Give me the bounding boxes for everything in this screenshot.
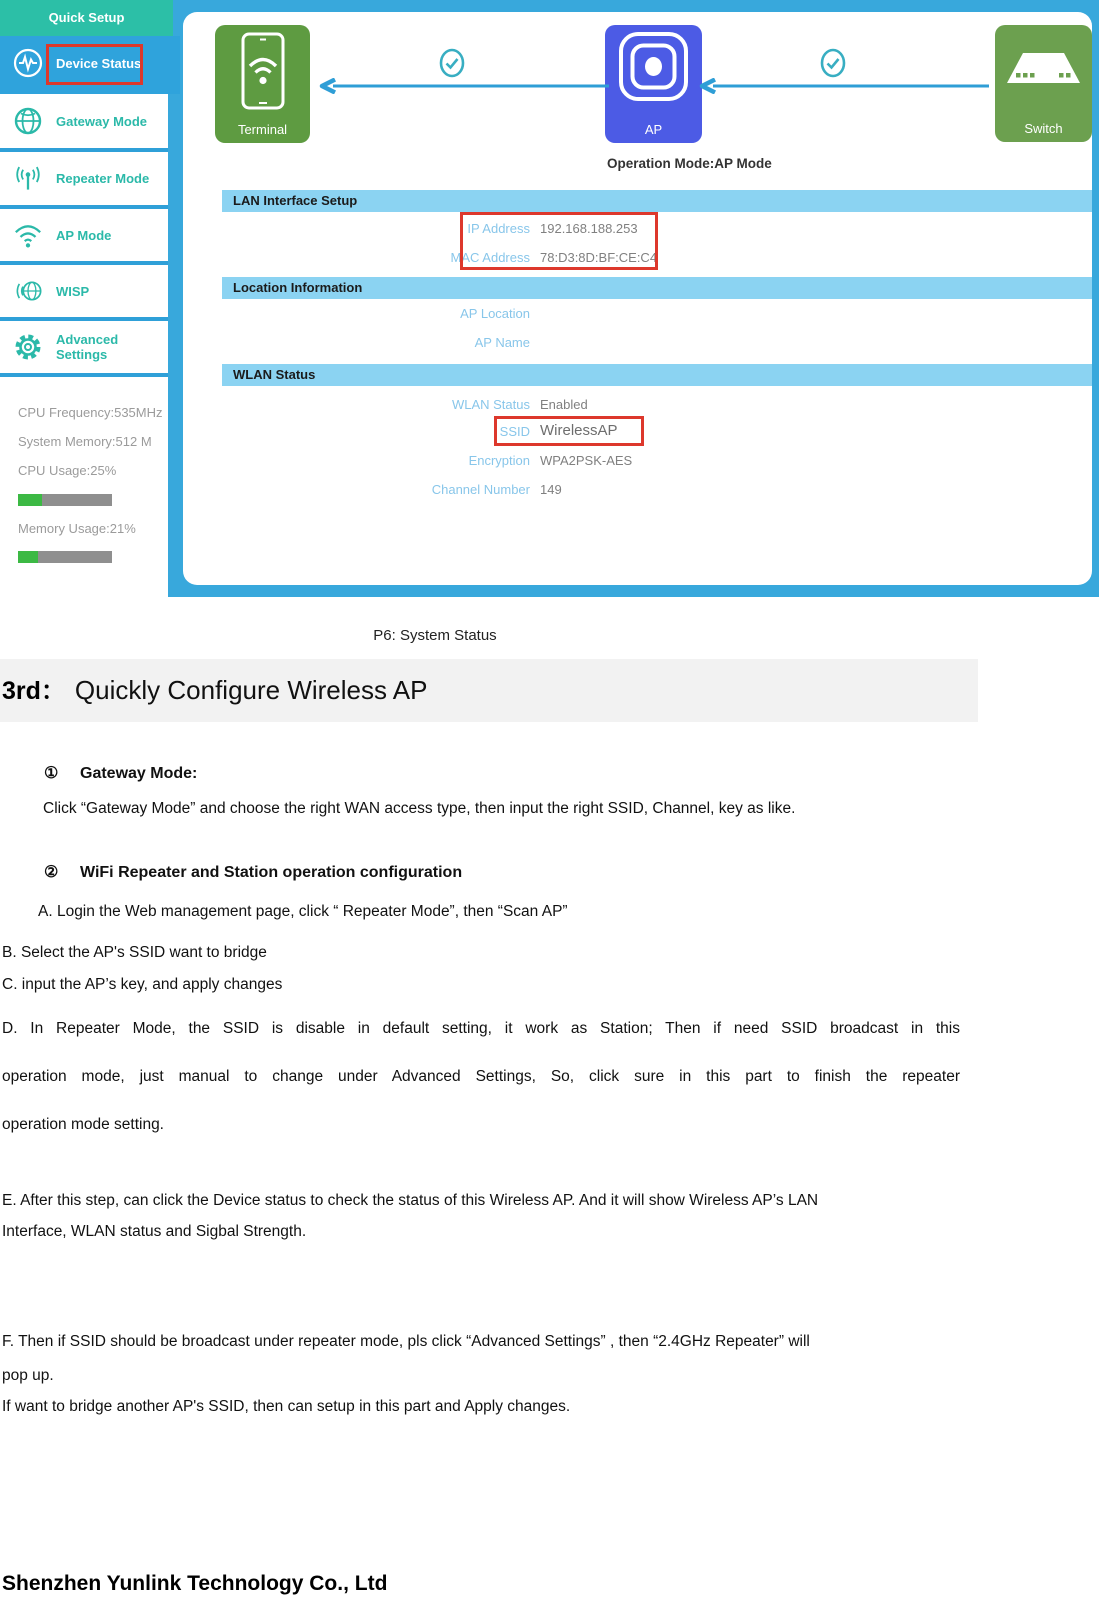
pulse-icon (13, 48, 43, 78)
section-wlan-status: WLAN Status (222, 364, 1092, 386)
sidebar-item-label: Repeater Mode (56, 171, 150, 186)
sidebar-item-device-status[interactable] (0, 36, 180, 94)
router-ui-screenshot (0, 0, 1099, 597)
switch-node (995, 25, 1092, 142)
cpu-usage-bar (18, 494, 112, 506)
channel-number-label: Channel Number (431, 482, 530, 497)
ap-node (605, 25, 702, 143)
check-circle-icon (820, 48, 846, 78)
figure-caption: P6: System Status (373, 627, 497, 644)
item-1-body: Click “Gateway Mode” and choose the right WAN access type, then input the right SSID, Channel, key as like. (43, 800, 796, 817)
step-a: A. Login the Web management page, click “ Repeater Mode”, then “Scan AP” (38, 903, 568, 920)
access-point-icon (605, 25, 702, 120)
terminal-node (215, 25, 310, 143)
section-location-information: Location Information (222, 277, 1092, 299)
cpu-usage-text: CPU Usage:25% (18, 463, 117, 478)
ap-location-label: AP Location (460, 306, 530, 321)
heading-title: Quickly Configure Wireless AP (74, 675, 428, 705)
wlan-status-label: WLAN Status (451, 397, 530, 412)
ssid-value: WirelessAP (540, 422, 618, 439)
item-1-title (44, 763, 197, 783)
terminal-label: Terminal (237, 122, 288, 137)
wlan-status-value: Enabled (540, 397, 588, 412)
memory-usage-text: Memory Usage:21% (18, 521, 136, 536)
sidebar-header: Quick Setup (0, 0, 173, 36)
gear-icon (13, 332, 43, 362)
globe-icon (13, 106, 43, 136)
step-d-line1: D. In Repeater Mode, the SSID is disable in default setting, it work as Station; Then if need SSID broadcast in this (2, 1020, 960, 1037)
memory-usage-bar-fill (18, 551, 38, 563)
sidebar-item-gateway-mode[interactable] (0, 94, 168, 152)
sidebar-item-advanced-settings[interactable] (0, 321, 168, 377)
arrow-switch-to-ap (699, 78, 989, 94)
circled-1: ① (44, 765, 59, 782)
sidebar-item-repeater-mode[interactable] (0, 152, 168, 209)
ap-name-label: AP Name (474, 335, 530, 350)
encryption-value: WPA2PSK-AES (540, 453, 633, 468)
memory-usage-bar (18, 551, 112, 563)
sidebar-item-label: Device Status (56, 55, 142, 71)
circled-2: ② (44, 864, 59, 881)
operation-mode-text: Operation Mode:AP Mode (607, 156, 772, 171)
item-2-title (44, 862, 462, 882)
mac-address-value: 78:D3:8D:BF:CE:C4 (540, 250, 658, 265)
ssid-label: SSID (499, 424, 530, 439)
encryption-label: Encryption (468, 453, 530, 468)
step-d-line2: operation mode, just manual to change under Advanced Settings, So, click sure in this part to finish the repeater (2, 1068, 960, 1085)
annotation-box-ip-mac (460, 212, 658, 270)
section-heading (0, 659, 978, 722)
wifi-icon (13, 222, 43, 249)
item-1-title-text: Gateway Mode: (80, 765, 198, 782)
cpu-frequency-text: CPU Frequency:535MHz (18, 405, 163, 420)
step-c: C. input the AP’s key, and apply changes (2, 976, 283, 993)
step-b: B. Select the AP's SSID want to bridge (2, 944, 267, 961)
globe-signal-icon (13, 276, 43, 306)
annotation-box-device-status (46, 44, 143, 85)
check-circle-icon (439, 48, 465, 78)
ap-label: AP (644, 122, 663, 137)
section-lan-interface-setup: LAN Interface Setup (222, 190, 1092, 212)
step-f-line2: pop up. (2, 1367, 54, 1384)
step-e-line1: E. After this step, can click the Device status to check the status of this Wireless AP. And it will show Wireless AP’s LAN (2, 1192, 819, 1209)
mac-address-label: MAC Address (450, 250, 530, 265)
cpu-usage-bar-fill (18, 494, 42, 506)
sidebar-item-label: AP Mode (56, 227, 112, 243)
system-memory-text: System Memory:512 M (18, 434, 152, 449)
ip-address-label: IP Address (467, 221, 530, 236)
sidebar-item-ap-mode[interactable] (0, 209, 168, 265)
heading-number: 3rd： (2, 677, 66, 705)
ip-address-value: 192.168.188.253 (540, 221, 638, 236)
step-e-line2: Interface, WLAN status and Sigbal Strength. (2, 1223, 307, 1240)
step-f-line3: If want to bridge another AP's SSID, then can setup in this part and Apply changes. (2, 1398, 571, 1415)
sidebar (0, 0, 168, 597)
sidebar-item-wisp[interactable] (0, 265, 168, 321)
item-2-title-text: WiFi Repeater and Station operation configuration (80, 864, 463, 881)
status-panel (183, 12, 1092, 585)
step-d-line3: operation mode setting. (2, 1116, 164, 1133)
channel-number-value: 149 (540, 482, 562, 497)
annotation-box-ssid (494, 416, 644, 446)
step-f-line1: F. Then if SSID should be broadcast under repeater mode, pls click “Advanced Settings” , then “2.4GHz Repeater” will (2, 1333, 810, 1350)
sidebar-item-label: WISP (56, 283, 90, 299)
main-content-frame (168, 0, 1099, 597)
switch-icon (995, 25, 1092, 120)
company-footer: Shenzhen Yunlink Technology Co., Ltd (2, 1572, 388, 1595)
antenna-icon (13, 164, 43, 194)
sidebar-item-label: Advanced Settings (56, 332, 119, 362)
arrow-ap-to-terminal (319, 78, 609, 94)
terminal-tablet-icon (215, 25, 310, 120)
switch-label: Switch (1024, 121, 1063, 136)
sidebar-item-label: Gateway Mode (56, 113, 148, 129)
